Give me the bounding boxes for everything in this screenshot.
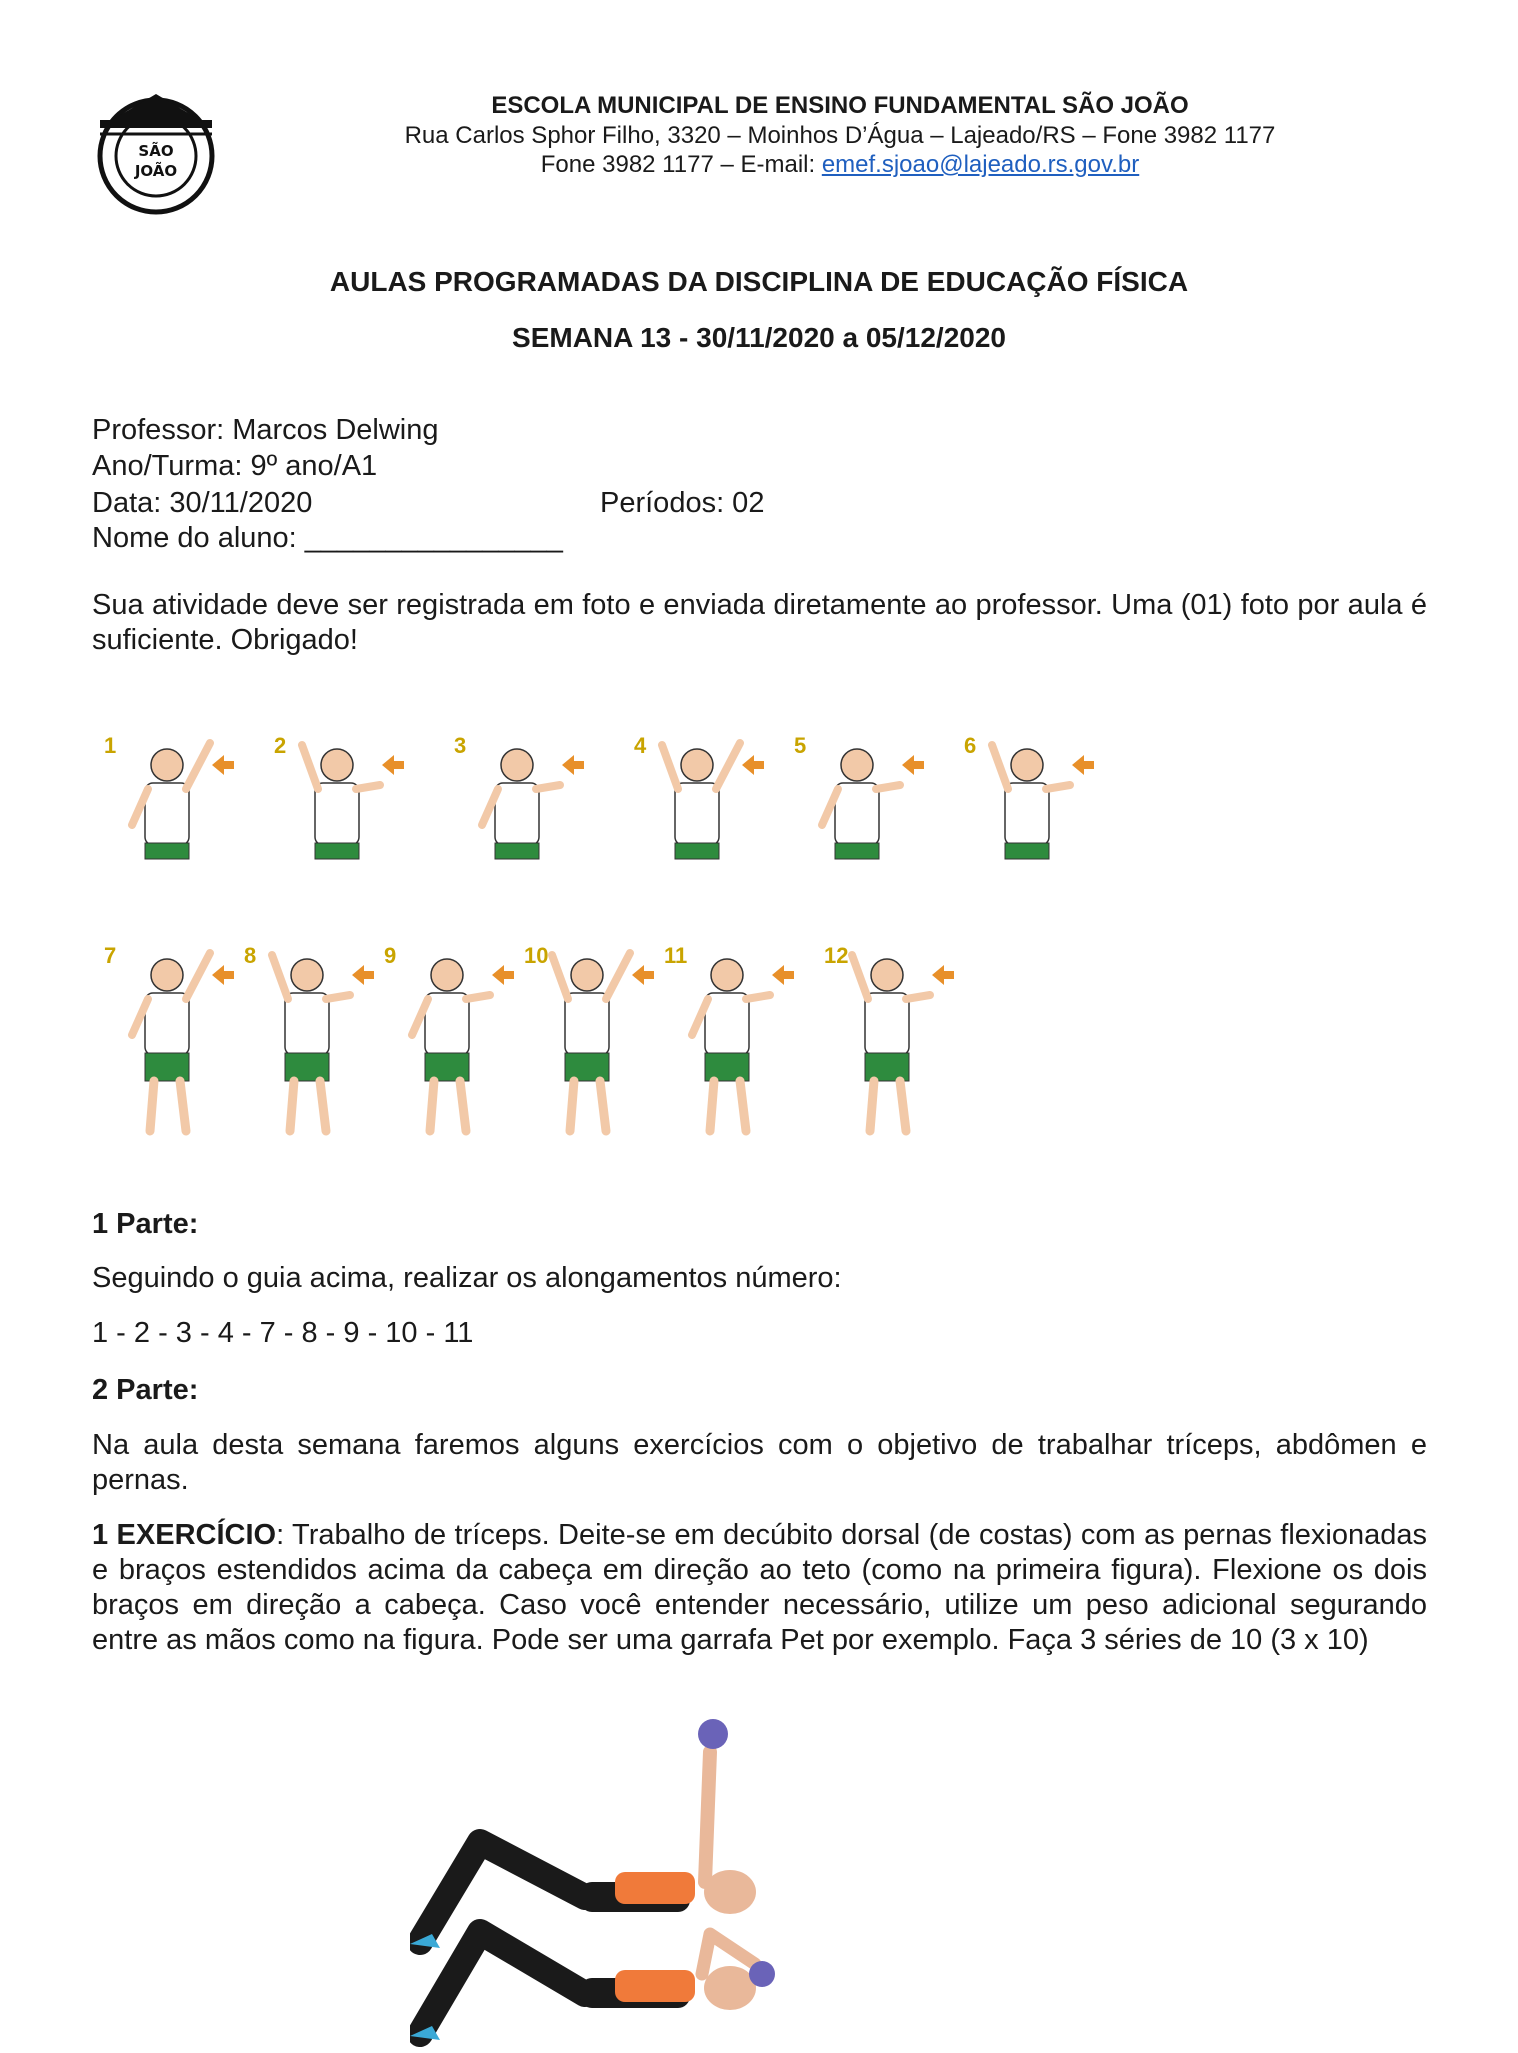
stretch-number-3: 3 [454,733,467,758]
stretch-figure-5 [794,733,924,859]
stretching-guide-figure [92,715,1142,1145]
stretch-number-1: 1 [104,733,117,758]
class-info: Ano/Turma: 9º ano/A1 [92,450,378,482]
stretch-number-10: 10 [524,943,549,968]
exercise-1-description: : Trabalho de tríceps. Deite-se em decúbito dorsal (de costas) com as pernas flexionadas e braços estendidos acima da cabeça em direção ao teto (como na primeira figura). Flexione os dois braços em direção a cabeça. Caso você entender necessário, utilize um peso adicional segurando entre as mãos como na figura. Pode ser uma garrafa Pet por exemplo. Faça 3 séries de 10 (3 x 10) [92,1519,1427,1656]
document-title: AULAS PROGRAMADAS DA DISCIPLINA DE EDUCAÇÃO FÍSICA [329,266,1189,297]
stretch-figure-12 [824,943,954,1131]
school-name: ESCOLA MUNICIPAL DE ENSINO FUNDAMENTAL SÃO JOÃO [491,92,1189,119]
stretch-number-7: 7 [104,943,117,968]
week-title: SEMANA 13 - 30/11/2020 a 05/12/2020 [512,322,1006,353]
student-name-field: Nome do aluno: ________________ [92,522,563,554]
part1-heading: 1 Parte: [92,1208,199,1240]
stretch-number-8: 8 [244,943,257,968]
stretch-figure-2 [274,733,404,859]
stretch-number-12: 12 [824,943,849,968]
stretch-number-2: 2 [274,733,287,758]
part2-text: Na aula desta semana faremos alguns exercícios com o objetivo de trabalhar tríceps, abdômen e pernas. [92,1429,1427,1496]
contact-prefix: Fone 3982 1177 – E-mail: [540,151,822,178]
part1-stretch-list: 1 - 2 - 3 - 4 - 7 - 8 - 9 - 10 - 11 [92,1317,474,1349]
stretch-number-6: 6 [964,733,977,758]
stretch-number-4: 4 [634,733,647,758]
stretch-number-5: 5 [794,733,807,758]
stretch-figure-6 [964,733,1094,859]
stretch-figure-1 [104,733,234,859]
stretching-guide-svg [92,715,1142,1145]
stretch-figure-10 [524,943,654,1131]
triceps-exercise-figure [410,1712,810,2048]
stretch-figure-7 [104,943,234,1131]
periods-info: Períodos: 02 [600,487,765,519]
part1-text: Seguindo o guia acima, realizar os alongamentos número: [92,1262,842,1294]
stretch-number-11: 11 [664,943,688,968]
triceps-pose-arms-flexed [410,1932,775,2040]
part2-heading: 2 Parte: [92,1374,199,1406]
stretch-figure-9 [384,943,514,1131]
stretch-figure-8 [244,943,374,1131]
school-address: Rua Carlos Sphor Filho, 3320 – Moinhos D’Água – Lajeado/RS – Fone 3982 1177 [404,122,1276,149]
stretch-figure-11 [664,943,794,1131]
exercise-1-text [92,1518,1427,1658]
school-logo [92,90,220,218]
stretch-figure-3 [454,733,584,859]
stretch-figure-4 [634,733,764,859]
stretch-number-9: 9 [384,943,397,968]
triceps-pose-arms-extended [410,1719,756,1948]
intro-text: Sua atividade deve ser registrada em foto e enviada diretamente ao professor. Uma (01) foto por aula é suficiente. Obrigado! [92,589,1427,656]
email-link[interactable]: emef.sjoao@lajeado.rs.gov.br [821,151,1140,178]
svg-text:JOÃO: JOÃO [134,162,178,180]
triceps-exercise-svg [410,1712,810,2048]
teacher-info: Professor: Marcos Delwing [92,414,439,446]
school-contact [290,151,1390,179]
svg-text:SÃO: SÃO [138,142,174,160]
date-info: Data: 30/11/2020 [92,487,313,519]
exercise-1-label: 1 EXERCÍCIO [92,1519,277,1551]
